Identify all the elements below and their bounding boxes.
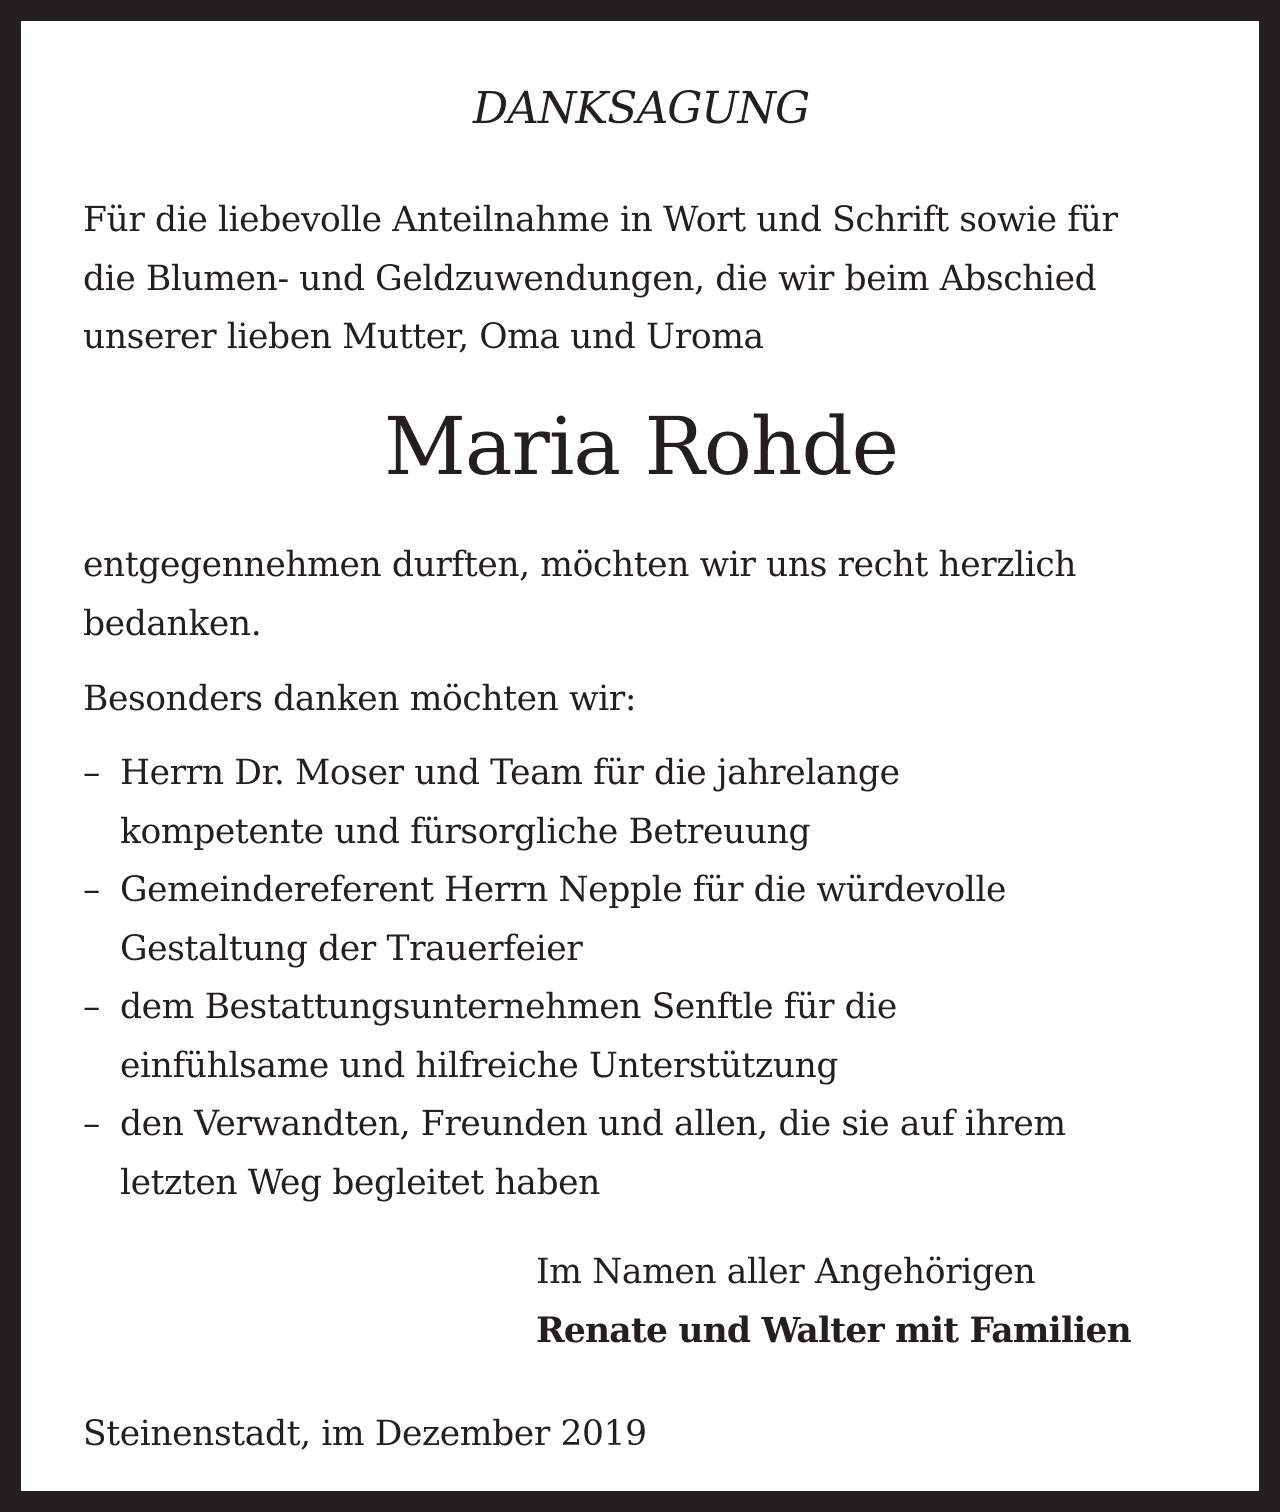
special-thanks-intro: Besonders danken möchten wir:: [83, 679, 637, 719]
outro-line: bedanken.: [83, 603, 262, 644]
list-item-line: Herrn Dr. Moser und Team für die jahrelange: [120, 753, 900, 793]
intro-line: unserer lieben Mutter, Oma und Uroma: [83, 317, 764, 357]
thanks-list: [83, 744, 1213, 1212]
signature-block: [536, 1243, 1131, 1360]
list-item-line: kompetente und fürsorgliche Betreuung: [120, 811, 811, 852]
list-item: [83, 1095, 1213, 1212]
bullet-dash: –: [83, 1104, 100, 1144]
notice-heading: DANKSAGUNG: [472, 83, 810, 134]
bullet-dash: –: [83, 753, 100, 793]
bullet-dash: –: [83, 987, 100, 1027]
intro-line: die Blumen- und Geldzuwendungen, die wir beim Abschied: [83, 258, 1097, 299]
bullet-dash: –: [83, 870, 100, 910]
list-item-line: Gemeindereferent Herrn Nepple für die würdevolle: [120, 870, 1007, 910]
list-item-line: Gestaltung der Trauerfeier: [120, 928, 583, 969]
list-item-line: einfühlsame und hilfreiche Unterstützung: [120, 1045, 839, 1086]
list-item: [83, 978, 1213, 1095]
place-and-date: Steinenstadt, im Dezember 2019: [83, 1414, 647, 1454]
signatory-names: Renate und Walter mit Familien: [536, 1310, 1131, 1351]
on-behalf-line: Im Namen aller Angehörigen: [536, 1252, 1036, 1292]
list-item-line: den Verwandten, Freunden und allen, die sie auf ihrem: [120, 1104, 1066, 1144]
outro-line: entgegennehmen durften, möchten wir uns recht herzlich: [83, 545, 1077, 585]
list-item-line: dem Bestattungsunternehmen Senftle für die: [120, 987, 897, 1027]
deceased-name: Maria Rohde: [383, 400, 899, 493]
intro-paragraph: [83, 191, 1213, 367]
list-item: [83, 861, 1213, 978]
list-item-line: letzten Weg begleitet haben: [120, 1162, 600, 1203]
list-item: [83, 744, 1213, 861]
outro-paragraph: [83, 536, 1213, 653]
intro-line: Für die liebevolle Anteilnahme in Wort und Schrift sowie für: [83, 200, 1118, 240]
